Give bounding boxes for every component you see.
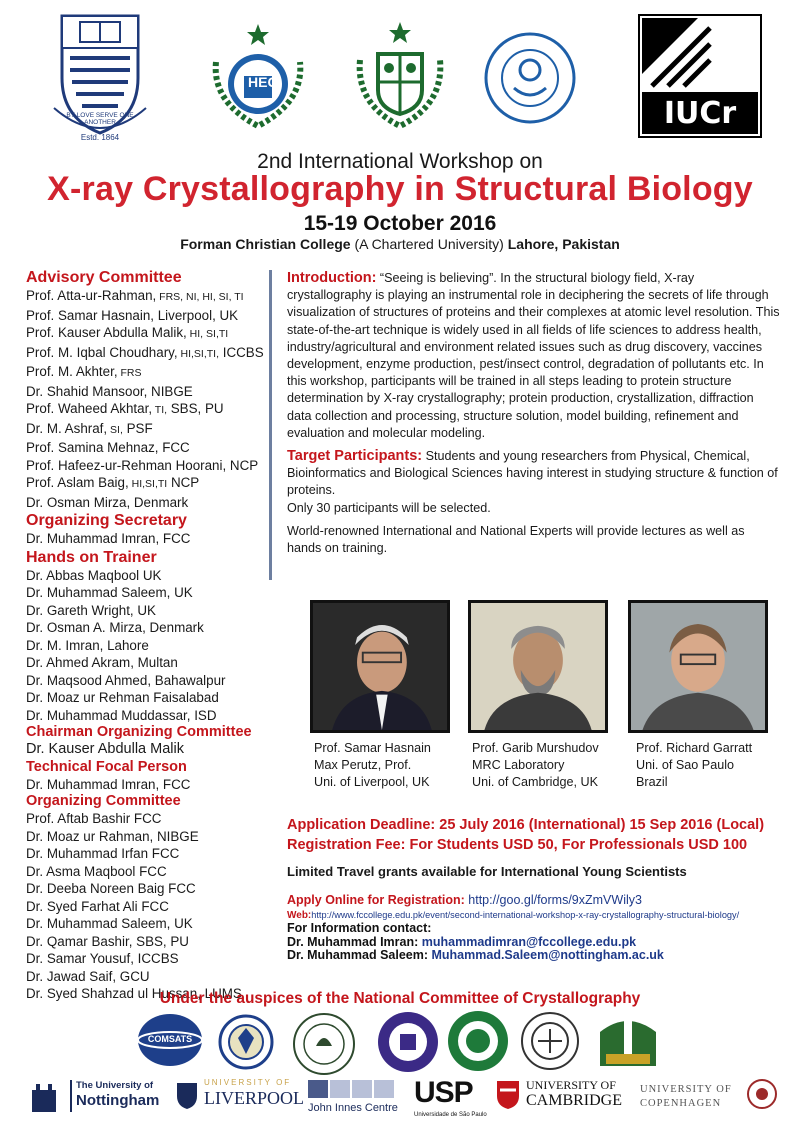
workshop-title: X-ray Crystallography in Structural Biology [47,170,753,208]
advisory-member: Prof. M. Akhter, FRS [26,364,142,379]
hec-logo [208,22,308,132]
committees-column [26,268,266,1003]
advisory-member: Prof. Atta-ur-Rahman, FRS, NI, HI, SI, TI [26,288,244,303]
pakistan-emblem-logo [350,20,450,132]
iucr-text: IUCr [663,96,737,131]
advisory-member: Dr. Osman Mirza, Denmark [26,494,189,510]
introduction-text: “Seeing is believing”. In the structural biology field, X-ray crystallography is playing an instrumental role in deciphering the secrets of life through visualization of structures of proteins and their complexes at atomic level resolution. This state-of-the-art technique is widely used in all fields of life sciences to address health, industry/agricultural and environment related issues such as drug discovery, vaccines development, enzyme production, pest/insect control, degradation of pollutants etc. In this workshop, participants will be trained in all steps leading to protein structure determination by X-ray crystallography; protein production, crystallization, diffraction data collection and processing, structure solution, model building, refinement and evaluation and molecular modeling. [287,271,780,440]
speaker-photo [468,600,608,733]
organizing-member: Dr. Muhammad Saleem, UK [26,916,193,931]
trainer-item: Dr. Maqsood Ahmed, Bahawalpur [26,672,226,688]
advisory-member: Prof. Samar Hasnain, Liverpool, UK [26,307,239,323]
organizing-heading: Organizing Committee [26,793,181,809]
venue-note: (A Chartered University) [354,236,504,252]
participant-limit: Only 30 participants will be selected. [287,500,491,515]
trainers-heading: Hands on Trainer [26,548,157,566]
target-label: Target Participants: [287,448,423,465]
organizing-member: Dr. Syed Farhat Ali FCC [26,898,169,914]
trainer-item: Dr. Abbas Maqbool UK [26,567,162,583]
trainer-item: Dr. Gareth Wright, UK [26,602,156,618]
organizing-member: Dr. Qamar Bashir, SBS, PU [26,933,189,949]
organizing-member: Prof. Aftab Bashir FCC [26,811,162,826]
comsats-logo: COMSATS [136,1012,204,1068]
organizing-member: Dr. Moaz ur Rahman, NIBGE [26,828,199,844]
contact-email[interactable]: muhammadimran@fccollege.edu.pk [421,934,637,949]
contact-name: Dr. Muhammad Saleem: [287,948,429,962]
contact-label: For Information contact: [287,921,432,935]
john-innes-centre-logo: John Innes Centre [308,1080,404,1118]
focal-name: Dr. Muhammad Imran, FCC [26,776,191,792]
venue-city: Lahore, Pakistan [507,236,620,252]
experts-text: World-renowned International and National Experts will provide lectures as well as hands on training. [287,523,745,556]
fcc-crest-logo [40,8,160,148]
focal-heading: Technical Focal Person [26,758,187,775]
organizing-member: Dr. Asma Maqbool FCC [26,863,167,879]
apply-label: Apply Online for Registration: [287,893,465,907]
fcc-estd: Estd. 1864 [80,133,120,142]
organizing-member: Dr. Jawad Saif, GCU [26,968,150,984]
introduction-label: Introduction: [287,270,377,286]
speaker-caption: Prof. Richard Garratt Uni. of Sao Paulo Brazil [636,741,753,789]
venue-main: Forman Christian College [180,236,351,252]
copenhagen-logo: UNIVERSITY OF COPENHAGEN [640,1078,780,1118]
advisory-member: Prof. M. Iqbal Choudhary, HI,SI,TI, ICCBS [26,344,264,360]
advisory-member: Prof. Hafeez-ur-Rehman Hoorani, NCP [26,457,259,473]
advisory-heading: Advisory Committee [26,269,182,286]
apply-link[interactable]: http://goo.gl/forms/9xZmVWily3 [468,893,642,907]
column-divider [269,270,272,580]
advisory-member: Dr. Shahid Mansoor, NIBGE [26,383,193,399]
speaker-photo [628,600,768,733]
workshop-subtitle: 2nd International Workshop on [257,150,543,173]
trainers-list [26,567,266,725]
workshop-dates: 15-19 October 2016 [303,212,497,235]
trainer-item: Dr. Osman A. Mirza, Denmark [26,620,204,635]
advisory-member: Dr. M. Ashraf, SI, PSF [26,420,153,436]
cambridge-logo: UNIVERSITY OF CAMBRIDGE [496,1078,630,1118]
contact-name: Dr. Muhammad Imran: [287,934,419,949]
contact-email[interactable]: Muhammad.Saleem@nottingham.ac.uk [431,948,664,962]
speaker-caption: Prof. Garib Murshudov MRC Laboratory Uni. of Cambridge, UK [472,741,599,789]
trainer-item: Dr. Muhammad Saleem, UK [26,585,193,600]
description-column [287,270,781,563]
organizing-member: Dr. Muhammad Irfan FCC [26,846,180,861]
application-deadline: Application Deadline: 25 July 2016 (International) 15 Sep 2016 (Local) [287,817,765,833]
usp-logo: USP Universidade de São Paulo [414,1076,487,1118]
target-text: Students and young researchers from Physical, Chemical, Bioinformatics and Biological Sciences having interest in studying structure & function of proteins. [287,449,778,498]
liverpool-logo: UNIVERSITY OF LIVERPOOL [176,1076,300,1116]
advisory-list [26,287,266,511]
organizing-secretary-name: Dr. Muhammad Imran, FCC [26,531,191,546]
advisory-member: Prof. Waheed Akhtar, TI, SBS, PU [26,401,224,416]
organizing-member: Dr. Syed Shahzad ul Hussan, LUMS [26,986,242,1001]
trainer-item: Dr. M. Imran, Lahore [26,637,149,653]
advisory-member: Prof. Aslam Baig, HI,SI,TI NCP [26,475,200,490]
cemb-seal-logo [520,1010,580,1072]
trainer-item: Dr. Moaz ur Rehman Faisalabad [26,690,219,705]
workshop-venue [0,236,800,252]
hec-text: HEC [248,74,278,90]
contact-block [287,894,739,963]
university-seal-logo [218,1014,274,1070]
eco-science-foundation-logo [484,30,576,130]
registration-fee: Registration Fee: For Students USD 50, For Professionals USD 100 [287,837,748,853]
auspices-text: Under the auspices of the National Committee of Crystallography [159,990,641,1007]
web-link[interactable]: http://www.fccollege.edu.pk/event/second-international-workshop-x-ray-crystallography-structural-biology/ [311,909,740,920]
bahauddin-zakariya-university-logo [376,1010,440,1074]
advisory-member: Prof. Samina Mehnaz, FCC [26,440,190,455]
nottingham-logo: The University of Nottingham [30,1076,170,1116]
fcc-motto: BY LOVE SERVE ONE ANOTHER [66,112,134,126]
organizing-list [26,810,266,1003]
deadline-block [287,815,764,855]
advisory-member: Prof. Kauser Abdulla Malik, HI, SI,TI [26,325,229,340]
organizing-secretary-heading: Organizing Secretary [26,512,187,529]
chairman-heading: Chairman Organizing Committee [26,724,252,740]
institute-seal-logo [292,1012,356,1076]
speaker-caption: Prof. Samar Hasnain Max Perutz, Prof. Uni. of Liverpool, UK [314,741,431,789]
organizing-member: Dr. Deeba Noreen Baig FCC [26,881,196,896]
travel-grants: Limited Travel grants available for International Young Scientists [287,864,687,879]
target-paragraph [287,448,781,500]
iucr-logo [638,14,762,138]
trainer-item: Dr. Muhammad Muddassar, ISD [26,707,217,723]
bahria-seal-logo [446,1008,510,1074]
trainer-item: Dr. Ahmed Akram, Multan [26,655,178,670]
islamia-university-logo [596,1010,660,1070]
introduction-paragraph [287,270,781,442]
chairman-name: Dr. Kauser Abdulla Malik [26,741,184,757]
speaker-photo [310,600,450,733]
web-label: Web: [287,909,312,921]
organizing-member: Dr. Samar Yousuf, ICCBS [26,951,179,966]
